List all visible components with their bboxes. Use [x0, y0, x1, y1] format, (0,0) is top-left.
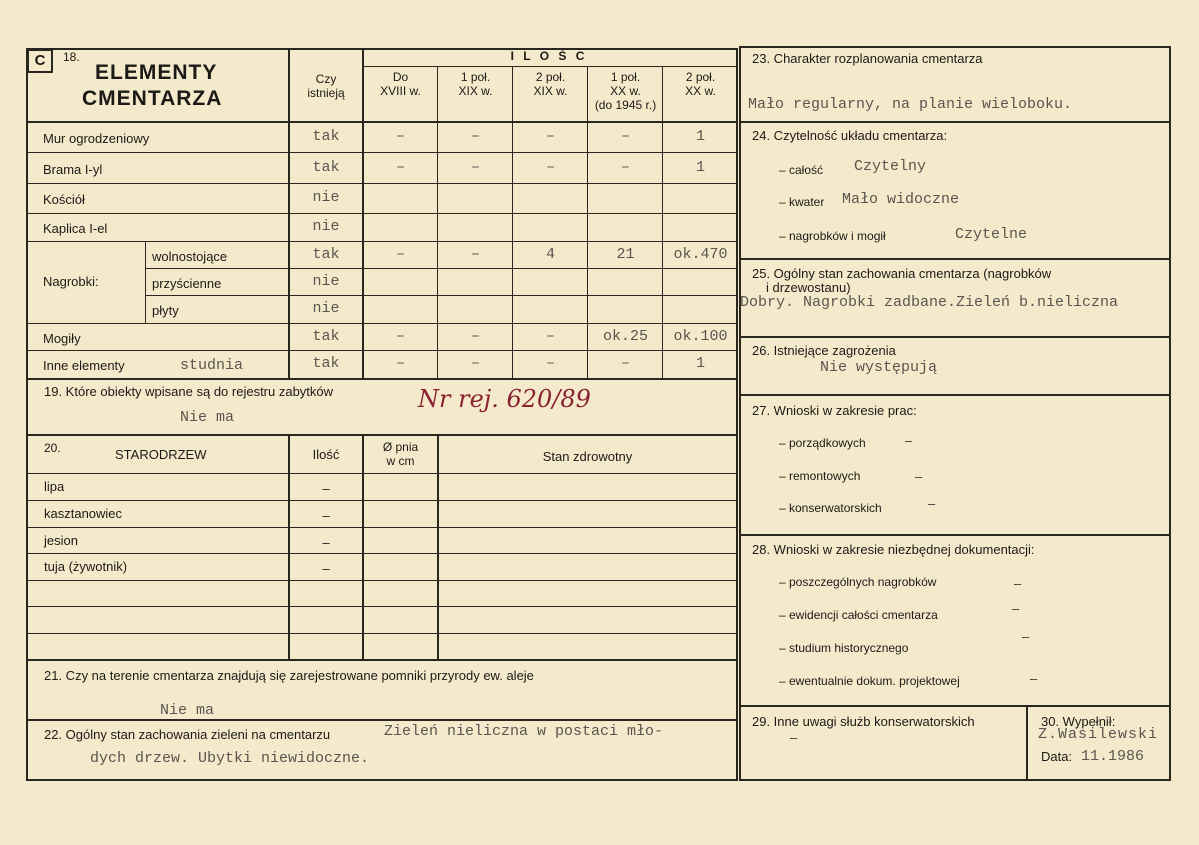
section-26-value: Nie występują [820, 359, 938, 376]
element-count-value: – [545, 159, 555, 176]
element-count-value: 4 [545, 246, 555, 263]
tree-name: tuja (żywotnik) [44, 559, 128, 574]
grid-line [26, 213, 738, 214]
frame-line [26, 48, 28, 781]
grid-line [1026, 705, 1028, 781]
s28-item: – ewentualnie dokum. projektowej [779, 674, 960, 688]
period-column-header: 1 poł. [460, 70, 491, 84]
section-28-label: 28. Wnioski w zakresie niezbędnej dokumentacji: [752, 542, 1035, 557]
grid-line [362, 66, 736, 67]
section-29-label: 29. Inne uwagi służb konserwatorskich [752, 714, 975, 729]
element-row-label: Kościół [43, 192, 85, 207]
s28-dash: – [1014, 576, 1022, 591]
s24-item-label: – kwater [779, 195, 825, 209]
element-count-value: – [470, 246, 480, 263]
grid-line [26, 606, 738, 607]
s27-dash: – [928, 496, 936, 511]
element-exists-value: tak [312, 159, 340, 176]
element-exists-value: nie [312, 189, 340, 206]
grid-line [26, 378, 738, 380]
element-row-label: Mur ogrodzeniowy [43, 131, 150, 146]
s24-item-label: – całość [779, 163, 824, 177]
grid-line [739, 705, 1171, 707]
s28-item: – ewidencji całości cmentarza [779, 608, 938, 622]
element-row-label: Kaplica I-el [43, 221, 108, 236]
section-23-value: Mało regularny, na planie wieloboku. [748, 96, 1073, 113]
section-21-label: 21. Czy na terenie cmentarza znajdują się zarejestrowane pomniki przyrody ew. aleje [44, 668, 534, 683]
grid-line [145, 268, 738, 269]
element-count-value: – [395, 355, 405, 372]
element-count-value: – [620, 159, 630, 176]
date-label: Data: [1041, 749, 1073, 764]
section-25-label-line1: 25. Ogólny stan zachowania cmentarza (nagrobków [752, 266, 1052, 281]
element-exists-value: tak [312, 355, 340, 372]
section-20-title: STARODRZEW [115, 447, 207, 462]
section-25-label-line2: i drzewostanu) [766, 280, 851, 295]
grid-line [26, 527, 738, 528]
frame-line [736, 48, 738, 781]
grid-line [739, 258, 1171, 260]
grid-line [662, 66, 663, 380]
grid-line [26, 152, 738, 153]
element-count-value: – [545, 328, 555, 345]
s24-item-value: Mało widoczne [842, 191, 960, 208]
col-ilosc: Ilość [312, 447, 340, 462]
element-exists-value: tak [312, 128, 340, 145]
element-count-value: – [395, 128, 405, 145]
element-count-value: – [470, 355, 480, 372]
element-count-value: ok.100 [673, 328, 728, 345]
section-badge: C [27, 49, 53, 73]
section-27-label: 27. Wnioski w zakresie prac: [752, 403, 917, 418]
s28-item: – poszczególnych nagrobków [779, 575, 937, 589]
grid-line [26, 241, 738, 242]
s27-item: – porządkowych [779, 436, 866, 450]
element-row-label: wolnostojące [152, 249, 228, 264]
element-exists-value: nie [312, 300, 340, 317]
period-column-header: XIX w. [458, 84, 493, 98]
frame-line [1169, 46, 1171, 781]
element-count-value: – [620, 355, 630, 372]
section-18-title-line2: CMENTARZA [82, 87, 223, 110]
col-czy-line2: istnieją [307, 86, 345, 100]
tree-count: – [322, 508, 330, 523]
section-21-value: Nie ma [160, 702, 215, 719]
tree-count: – [322, 535, 330, 550]
element-count-value: – [545, 355, 555, 372]
ilosc-header: I L O Ś C [510, 49, 588, 63]
grid-line [512, 66, 513, 380]
element-row-label: Inne elementy [43, 358, 125, 373]
s28-dash: – [1030, 671, 1038, 686]
section-25-value: Dobry. Nagrobki zadbane.Zieleń b.nieliczna [740, 294, 1119, 311]
element-row-label: przyścienne [152, 276, 222, 291]
tree-count: – [322, 481, 330, 496]
grid-line [26, 473, 738, 474]
element-count-value: 1 [695, 355, 705, 372]
element-count-value: – [620, 128, 630, 145]
element-row-label: płyty [152, 303, 179, 318]
section-22-label: 22. Ogólny stan zachowania zieleni na cmentarzu [44, 727, 331, 742]
tree-name: kasztanowiec [44, 506, 123, 521]
tree-name: jesion [44, 533, 78, 548]
grid-line [26, 633, 738, 634]
frame-line [739, 46, 1171, 48]
element-count-value: 1 [695, 159, 705, 176]
period-column-header: XX w. [610, 84, 641, 98]
period-column-header: XIX w. [533, 84, 568, 98]
section-24-label: 24. Czytelność układu cmentarza: [752, 128, 948, 143]
element-count-value: – [470, 128, 480, 145]
s27-dash: – [915, 469, 923, 484]
s27-dash: – [905, 433, 913, 448]
period-column-header: (do 1945 r.) [594, 98, 657, 112]
s27-item: – remontowych [779, 469, 861, 483]
grid-line [26, 580, 738, 581]
section-18-number: 18. [63, 50, 80, 64]
period-column-header: 1 poł. [610, 70, 641, 84]
section-20-number: 20. [44, 441, 61, 455]
section-26-label: 26. Istniejące zagrożenia [752, 343, 896, 358]
element-count-value: 21 [616, 246, 635, 263]
tree-count: – [322, 561, 330, 576]
section-23-label: 23. Charakter rozplanowania cmentarza [752, 51, 983, 66]
grid-line [739, 121, 1171, 123]
section-30-label: 30. Wypełnił: [1041, 714, 1116, 729]
frame-line [739, 46, 741, 781]
grid-line [145, 295, 738, 296]
element-count-value: – [470, 159, 480, 176]
section-18-title-line1: ELEMENTY [95, 61, 218, 84]
section-22-value-line1: Zieleń nieliczna w postaci mło- [384, 723, 664, 740]
col-pnia-line2: w cm [386, 454, 415, 468]
period-column-header: XVIII w. [380, 84, 421, 98]
element-count-value: – [395, 159, 405, 176]
nagrobki-label: Nagrobki: [43, 274, 99, 289]
s28-dash: – [1012, 601, 1020, 616]
s28-dash: – [1022, 629, 1030, 644]
grid-line [739, 336, 1171, 338]
grid-line [26, 121, 738, 123]
element-count-value: ok.25 [602, 328, 648, 345]
period-column-header: 2 poł. [535, 70, 566, 84]
col-pnia-line1: Ø pnia [382, 440, 419, 454]
element-count-value: ok.470 [673, 246, 728, 263]
date-value: 11.1986 [1081, 748, 1145, 765]
element-row-label: Mogiły [43, 331, 81, 346]
grid-line [26, 500, 738, 501]
element-count-value: – [470, 328, 480, 345]
s24-item-value: Czytelne [955, 226, 1028, 243]
section-29-value: – [790, 730, 798, 745]
grid-line [437, 434, 439, 660]
frame-line [739, 779, 1171, 781]
period-column-header: XX w. [685, 84, 716, 98]
section-19-value: Nie ma [180, 409, 235, 426]
grid-line [739, 534, 1171, 536]
grid-line [26, 350, 738, 351]
element-count-value: – [395, 246, 405, 263]
element-exists-value: nie [312, 218, 340, 235]
element-exists-value: nie [312, 273, 340, 290]
s24-item-label: – nagrobków i mogił [779, 229, 886, 243]
grid-line [26, 719, 738, 721]
grid-line [587, 66, 588, 380]
grid-line [26, 553, 738, 554]
period-column-header: 2 poł. [685, 70, 716, 84]
grid-line [26, 659, 738, 661]
col-czy-line1: Czy [315, 72, 337, 86]
tree-name: lipa [44, 479, 65, 494]
s27-item: – konserwatorskich [779, 501, 882, 515]
s24-item-value: Czytelny [854, 158, 927, 175]
inne-elementy-value: studnia [180, 357, 244, 374]
frame-line [26, 779, 738, 781]
period-column-header: Do [392, 70, 409, 84]
element-row-label: Brama I-yl [43, 162, 103, 177]
element-count-value: 1 [695, 128, 705, 145]
section-22-value-line2: dych drzew. Ubytki niewidoczne. [90, 750, 370, 767]
s28-item: – studium historycznego [779, 641, 909, 655]
element-exists-value: tak [312, 246, 340, 263]
grid-line [26, 434, 738, 436]
section-19-label: 19. Które obiekty wpisane są do rejestru zabytków [44, 384, 334, 399]
grid-line [145, 241, 146, 323]
filled-by-value: Z.Wasilewski [1038, 726, 1159, 743]
grid-line [26, 183, 738, 184]
grid-line [26, 323, 738, 324]
grid-line [739, 394, 1171, 396]
col-stan: Stan zdrowotny [542, 449, 633, 464]
register-handwritten-note: Nr rej. 620/89 [418, 385, 591, 413]
element-exists-value: tak [312, 328, 340, 345]
element-count-value: – [395, 328, 405, 345]
grid-line [437, 66, 438, 380]
element-count-value: – [545, 128, 555, 145]
